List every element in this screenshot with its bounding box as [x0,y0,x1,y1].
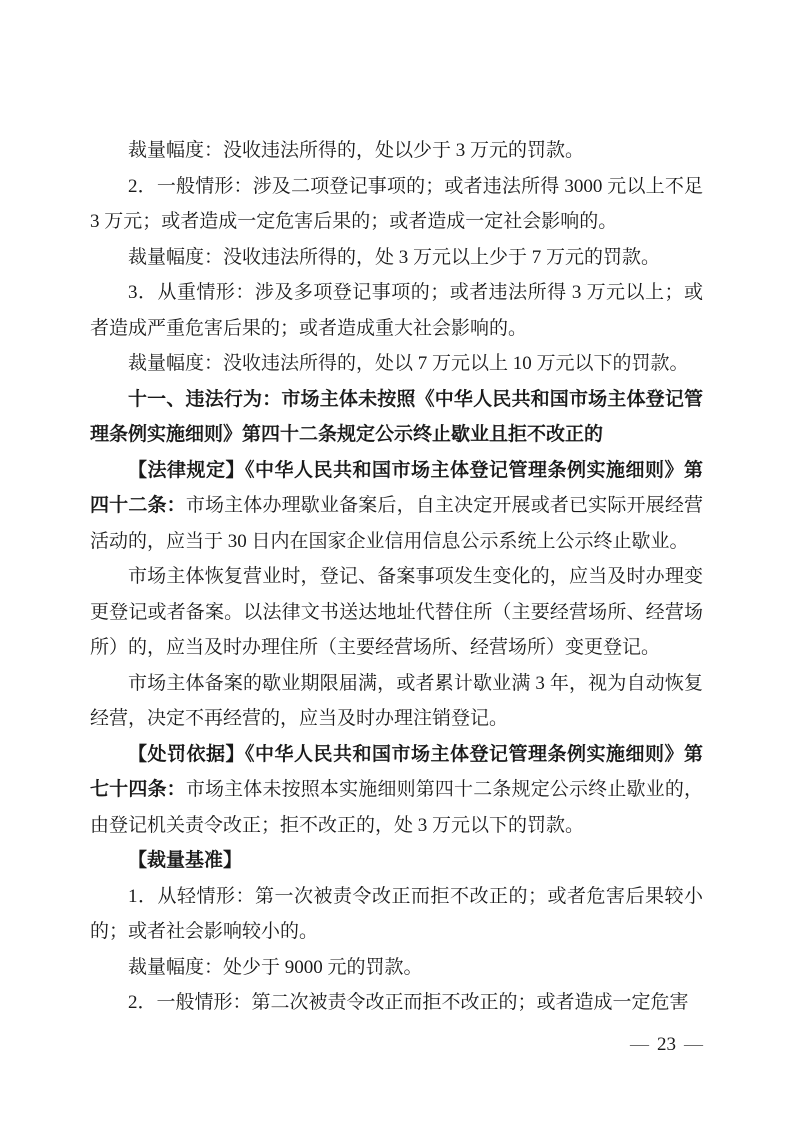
bold-text-run: 【裁量基准】 [128,850,243,871]
text-run: 1．从轻情形：第一次被责令改正而拒不改正的；或者危害后果较小的；或者社会影响较小的。 [90,885,703,942]
text-run: 市场主体恢复营业时，登记、备案事项发生变化的，应当及时办理变更登记或者备案。以法律文书送达地址代替住所（主要经营场所、经营场所）的，应当及时办理住所（主要经营场所、经营场所）变更登记。 [90,566,703,658]
text-run: 市场主体未按照本实施细则第四十二条规定公示终止歇业的，由登记机关责令改正；拒不改正的，处 3 万元以下的罚款。 [90,779,703,836]
page-footer [630,1033,703,1057]
footer-dash-right: — [684,1034,703,1055]
paragraph [90,737,703,844]
text-run: 裁量幅度：处少于 9000 元的罚款。 [128,956,423,978]
paragraph [90,879,703,950]
paragraph [90,346,703,382]
paragraph [90,240,703,276]
text-run: 裁量幅度：没收违法所得的，处以少于 3 万元的罚款。 [128,140,585,161]
bold-text-run: 十一、违法行为：市场主体未按照《中华人民共和国市场主体登记管理条例实施细则》第四十二条规定公示终止歇业且拒不改正的 [90,388,703,445]
text-run: 裁量幅度：没收违法所得的，处以 7 万元以上 10 万元以下的罚款。 [128,353,689,374]
text-run: 2．一般情形：第二次被责令改正而拒不改正的；或者造成一定危害 [128,992,689,1013]
paragraph [90,275,703,346]
paragraph [90,985,703,1021]
footer-dash-left: — [630,1034,649,1055]
document-body [90,133,703,1021]
paragraph [90,843,703,879]
paragraph [90,666,703,737]
paragraph [90,169,703,240]
paragraph [90,950,703,986]
bold-text-run: 【法律规定】《中华人民共和国市场主体登记管理条例实施细则》第四十二条： [90,459,703,516]
section-heading [90,382,703,453]
page-number: 23 [657,1034,676,1055]
bold-text-run: 【处罚依据】《中华人民共和国市场主体登记管理条例实施细则》第七十四条： [90,743,703,800]
paragraph [90,133,703,169]
text-run: 3．从重情形：涉及多项登记事项的；或者违法所得 3 万元以上；或者造成严重危害后果的；或者造成重大社会影响的。 [90,282,703,339]
paragraph [90,559,703,666]
text-run: 2．一般情形：涉及二项登记事项的；或者违法所得 3000 元以上不足 3 万元；或者造成一定危害后果的；或者造成一定社会影响的。 [90,175,703,232]
text-run: 裁量幅度：没收违法所得的，处 3 万元以上少于 7 万元的罚款。 [128,246,661,268]
text-run: 市场主体备案的歇业期限届满，或者累计歇业满 3 年，视为自动恢复经营，决定不再经营的，应当及时办理注销登记。 [90,672,703,729]
paragraph [90,453,703,560]
text-run: 市场主体办理歇业备案后，自主决定开展或者已实际开展经营活动的，应当于 30 日内在国家企业信用信息公示系统上公示终止歇业。 [90,495,703,552]
